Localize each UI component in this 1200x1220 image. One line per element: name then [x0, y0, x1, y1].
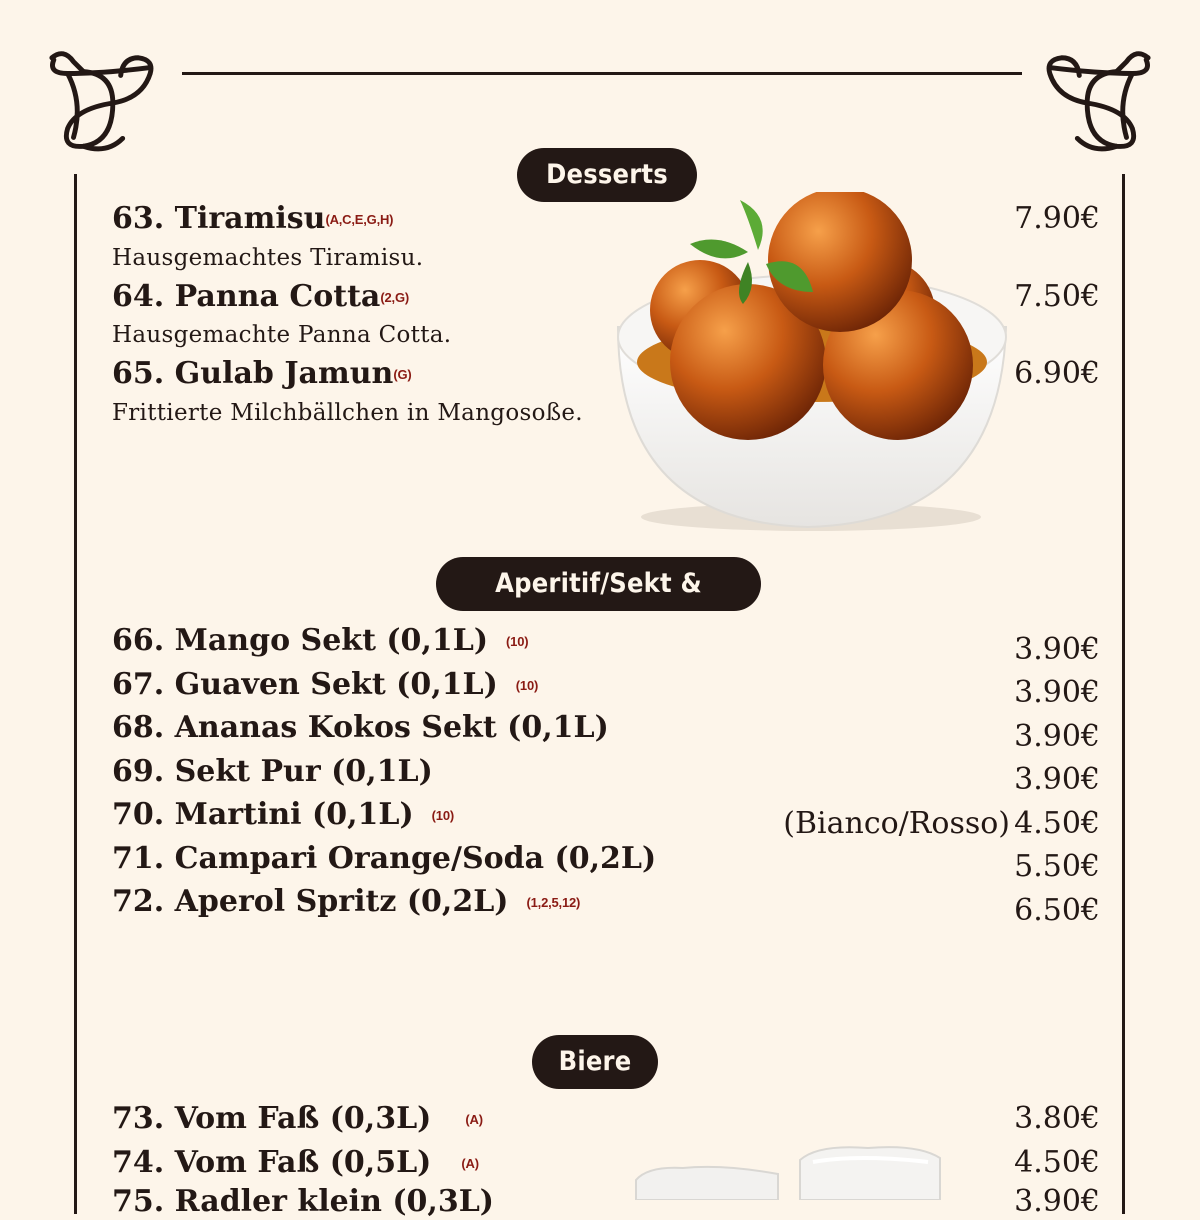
item-name-text: 65. Gulab Jamun	[112, 356, 394, 391]
menu-item-name	[112, 279, 409, 316]
section-title-desserts: Desserts	[517, 148, 697, 202]
item-name-text: 64. Panna Cotta	[112, 279, 381, 314]
menu-item-name	[112, 201, 393, 238]
menu-item-price: 4.50€	[1014, 806, 1100, 841]
menu-item-name	[112, 797, 454, 834]
allergen-codes: (10)	[431, 808, 454, 823]
item-name-text: 63. Tiramisu	[112, 201, 326, 236]
item-name-text: 67. Guaven Sekt (0,1L)	[112, 667, 498, 702]
item-name-text: 69. Sekt Pur (0,1L)	[112, 754, 433, 789]
menu-item-name	[112, 710, 609, 746]
menu-item-name	[112, 1145, 479, 1182]
menu-item-price: 7.90€	[1014, 201, 1100, 236]
menu-item-name	[112, 841, 656, 877]
menu-item-price: 3.90€	[1014, 762, 1100, 797]
item-name-text: 70. Martini (0,1L)	[112, 797, 414, 832]
allergen-codes: (A)	[465, 1112, 483, 1127]
beer-glasses-image	[628, 1140, 968, 1200]
item-name-text: 68. Ananas Kokos Sekt (0,1L)	[112, 710, 609, 745]
gulab-jamun-bowl-image	[608, 192, 1013, 537]
top-divider	[182, 72, 1022, 75]
item-name-text: 72. Aperol Spritz (0,2L)	[112, 884, 509, 919]
menu-item-name	[112, 884, 580, 921]
allergen-codes: (10)	[506, 634, 529, 649]
allergen-codes: (A,C,E,G,H)	[325, 212, 394, 227]
menu-item-description: Hausgemachtes Tiramisu.	[112, 245, 424, 271]
item-name-text: 75. Radler klein (0,3L)	[112, 1184, 495, 1219]
corner-ornament-left-icon	[44, 44, 162, 162]
section-title-biere: Biere	[532, 1035, 658, 1089]
allergen-codes: (2,G)	[380, 290, 409, 305]
menu-item-description: Hausgemachte Panna Cotta.	[112, 322, 452, 348]
allergen-codes: (A)	[461, 1156, 479, 1171]
menu-item-price: 3.90€	[1014, 632, 1100, 667]
item-name-text: 73. Vom Faß (0,3L)	[112, 1101, 432, 1136]
menu-item-price: 3.90€	[1014, 1184, 1100, 1219]
menu-item-price: 3.80€	[1014, 1101, 1100, 1136]
corner-ornament-right-icon	[1038, 44, 1156, 162]
menu-item-name	[112, 754, 433, 790]
allergen-codes: (10)	[515, 678, 539, 693]
left-border	[74, 174, 77, 1214]
menu-item-variant: (Bianco/Rosso)	[783, 806, 1010, 841]
menu-item-price: 3.90€	[1014, 719, 1100, 754]
item-name-text: 74. Vom Faß (0,5L)	[112, 1145, 432, 1180]
menu-item-name	[112, 1184, 494, 1220]
menu-item-price: 3.90€	[1014, 675, 1100, 710]
menu-item-price: 4.50€	[1014, 1145, 1100, 1180]
item-name-text: 71. Campari Orange/Soda (0,2L)	[112, 841, 657, 876]
menu-item-name	[112, 356, 412, 393]
menu-item-name	[112, 667, 538, 704]
menu-item-description: Frittierte Milchbällchen in Mangosoße.	[112, 400, 583, 426]
allergen-codes: (1,2,5,12)	[526, 895, 581, 910]
menu-item-price: 7.50€	[1014, 279, 1100, 314]
menu-item-price: 6.90€	[1014, 356, 1100, 391]
allergen-codes: (G)	[393, 367, 412, 382]
item-name-text: 66. Mango Sekt (0,1L)	[112, 623, 489, 658]
menu-item-name	[112, 623, 528, 660]
menu-item-name	[112, 1101, 483, 1138]
section-title-aperitif: Aperitif/Sekt & Prosecco	[436, 557, 761, 611]
right-border	[1122, 174, 1125, 1214]
menu-item-price: 6.50€	[1014, 893, 1100, 928]
menu-item-price: 5.50€	[1014, 849, 1100, 884]
